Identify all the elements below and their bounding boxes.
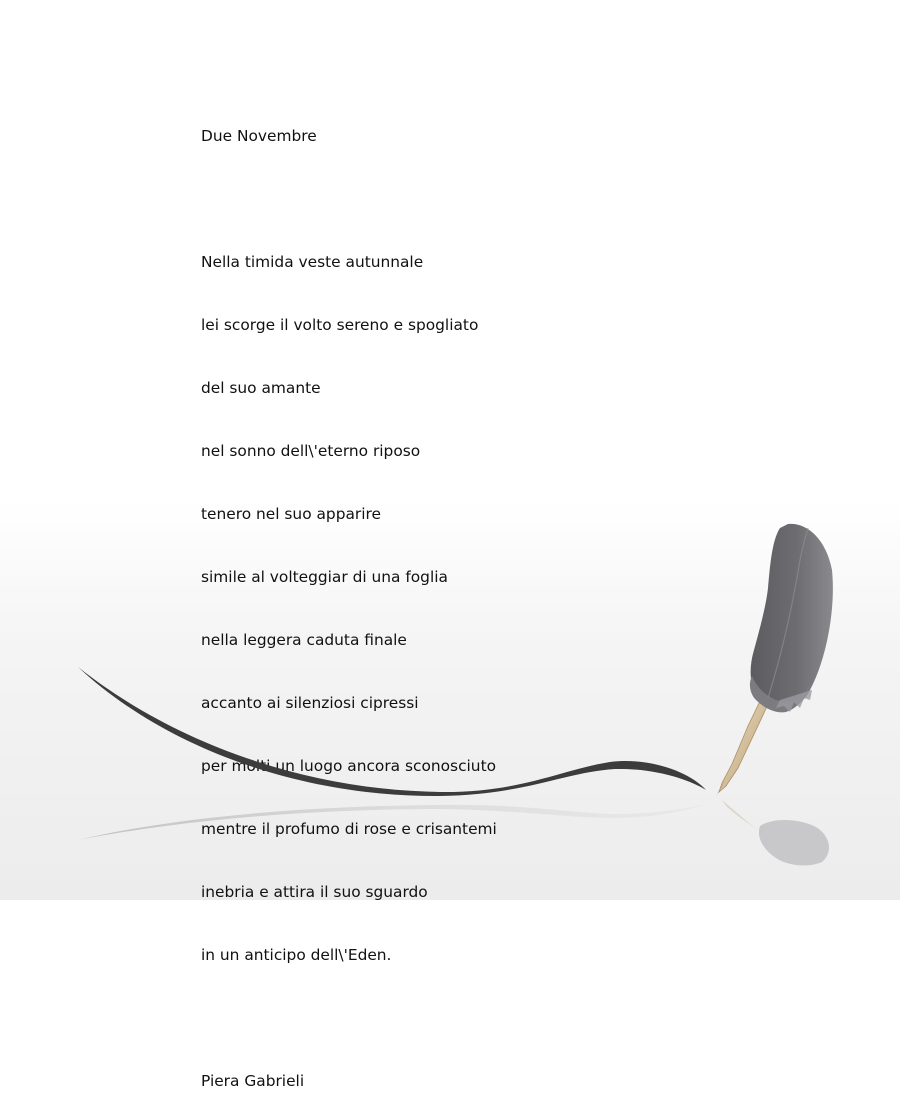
poem-line: tenero nel suo apparire [201, 505, 381, 523]
poem-line: per molti un luogo ancora sconosciuto [201, 757, 497, 775]
poem-line: simile al volteggiar di una foglia [201, 568, 448, 586]
poem-title: Due Novembre [201, 127, 317, 145]
ink-stroke [78, 667, 706, 796]
poem-line: inebria e attira il suo sguardo [201, 883, 428, 901]
quill-pen-icon [716, 524, 833, 796]
poem-line: nel sonno dell\'eterno riposo [201, 442, 421, 460]
poem-line: lei scorge il volto sereno e spogliato [201, 316, 479, 334]
poem-author: Piera Gabrieli [201, 1072, 305, 1090]
poem-line: Nella timida veste autunnale [201, 253, 424, 271]
ink-stroke-reflection [78, 804, 706, 840]
poem-line: del suo amante [201, 379, 321, 397]
poem-line: accanto ai silenziosi cipressi [201, 694, 419, 712]
poem-line: nella leggera caduta finale [201, 631, 407, 649]
poem-line: mentre il profumo di rose e crisantemi [201, 820, 497, 838]
quill-reflection [722, 800, 829, 865]
blank-line [201, 1008, 761, 1029]
poem-line: in un anticipo dell\'Eden. [201, 946, 392, 964]
